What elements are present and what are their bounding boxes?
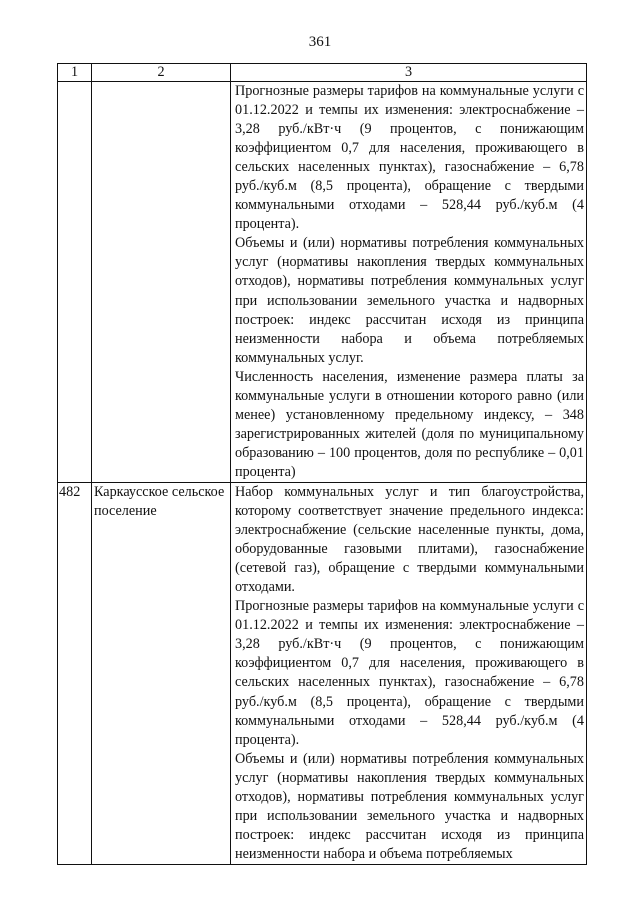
header-col-2: 2 [92, 64, 231, 82]
settlement-name: Каркаусское сельское поселение [92, 482, 231, 864]
header-col-3: 3 [231, 64, 587, 82]
tariff-table [57, 63, 587, 865]
page-number: 361 [308, 34, 332, 50]
row-number [58, 82, 92, 483]
paragraph-tariffs: Прогнозные размеры тарифов на коммунальные услуги с 01.12.2022 и темпы их изменения: электроснабжение – 3,28 руб./кВт·ч (9 процентов, с понижающим коэффициентом 0,7 для населения, проживающего в сельских населенных пунктах), газоснабжение – 6,78 руб./куб.м (8,5 процента), обращение с твердыми коммунальными отходами – 528,44 руб./куб.м (4 процента). [235, 83, 584, 233]
row-number: 482 [58, 482, 92, 864]
paragraph-services: Набор коммунальных услуг и тип благоустройства, которому соответствует значение предельного индекса: электроснабжение (сельские населенные пункты, дома, оборудованные газовыми плитами), газоснабжение (сетевой газ), обращение с твердыми коммунальными отходами. [235, 483, 584, 596]
table-header-row [58, 64, 587, 82]
paragraph-volumes: Объемы и (или) нормативы потребления коммунальных услуг (нормативы накопления твердых коммунальных отходов), нормативы потребления коммунальных услуг при использовании земельного участка и надворных построек: индекс рассчитан исходя из принципа неизменности набора и объема потребляемых [235, 750, 584, 862]
header-col-1: 1 [58, 64, 92, 82]
settlement-name [92, 82, 231, 483]
row-description [231, 482, 587, 864]
row-description [231, 82, 587, 483]
paragraph-tariffs: Прогнозные размеры тарифов на коммунальные услуги с 01.12.2022 и темпы их изменения: электроснабжение – 3,28 руб./кВт·ч (9 процентов, с понижающим коэффициентом 0,7 для населения, проживающего в сельских населенных пунктах), газоснабжение – 6,78 руб./куб.м (8,5 процента), обращение с твердыми коммунальными отходами – 528,44 руб./куб.м (4 процента). [235, 598, 584, 748]
paragraph-volumes: Объемы и (или) нормативы потребления коммунальных услуг (нормативы накопления твердых коммунальных отходов), нормативы потребления коммунальных услуг при использовании земельного участка и надворных построек: индекс рассчитан исходя из принципа неизменности набора и объема потребляемых коммунальных услуг. [235, 235, 584, 366]
table-row-482 [58, 482, 587, 864]
paragraph-population: Численность населения, изменение размера платы за коммунальные услуги в отношении которого равно (или менее) установленному предельному индексу, – 348 зарегистрированных жителей (доля по муниципальному образованию – 100 процентов, доля по республике – 0,01 процента) [235, 368, 584, 480]
table-row-continued [58, 82, 587, 483]
